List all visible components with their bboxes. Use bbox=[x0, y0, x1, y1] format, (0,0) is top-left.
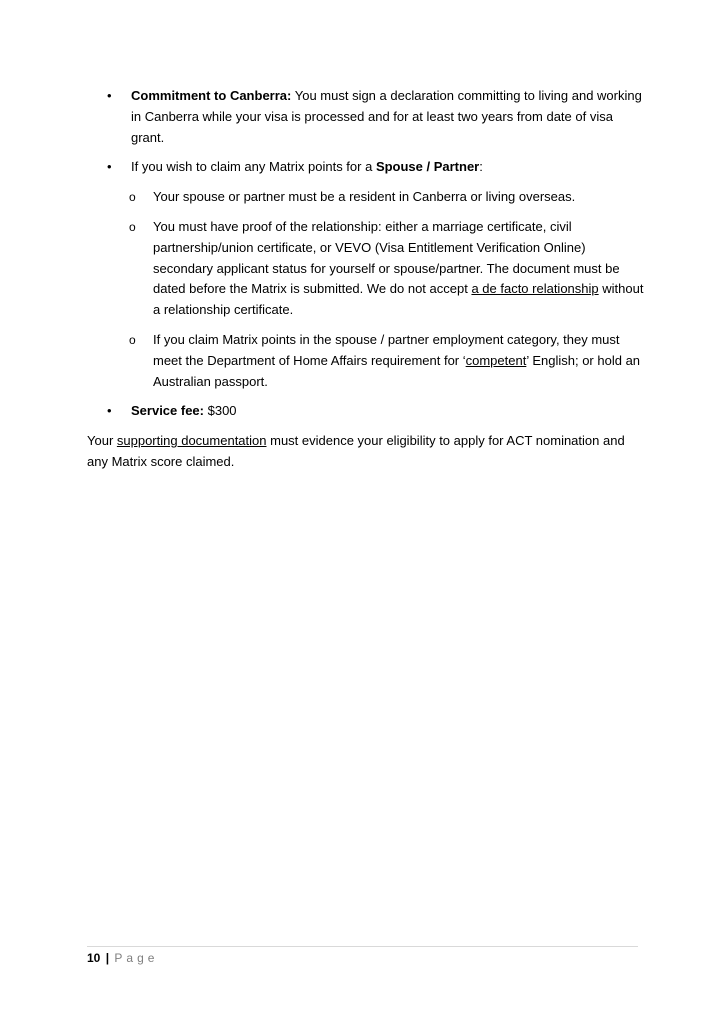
closing-text-before: Your bbox=[87, 433, 117, 449]
bullet-marker: • bbox=[107, 88, 112, 103]
service-fee-value: $300 bbox=[204, 403, 237, 419]
sub-bullet-marker: o bbox=[129, 219, 136, 234]
spouse-text-after: : bbox=[479, 159, 483, 175]
sub-item-text: Your spouse or partner must be a resident in Canberra or living overseas. bbox=[153, 189, 576, 205]
bullet-spouse bbox=[87, 157, 647, 178]
commitment-text: You must sign a declaration committing to living and working in Canberra while your visa is processed and for at least two years from date of visa grant. bbox=[131, 88, 642, 145]
spouse-label: Spouse / Partner bbox=[375, 159, 480, 175]
page-footer bbox=[87, 946, 638, 966]
document-body bbox=[87, 86, 647, 473]
bullet-commitment bbox=[87, 86, 647, 148]
sub-item-text-before: If you claim Matrix points in the spouse / partner employment category, they must meet the Department of Home Affairs requirement for ‘ bbox=[153, 331, 620, 368]
service-fee-label: Service fee: bbox=[131, 403, 204, 419]
closing-text-after: must evidence your eligibility to apply for ACT nomination and any Matrix score claimed. bbox=[87, 433, 625, 469]
page-label: Page bbox=[114, 951, 159, 965]
spouse-text-before: If you wish to claim any Matrix points for a bbox=[131, 159, 376, 175]
bullet-marker: • bbox=[107, 159, 112, 175]
closing-paragraph bbox=[87, 431, 647, 473]
page-number: 10 bbox=[87, 951, 101, 965]
sub-item-english bbox=[87, 330, 647, 392]
sub-bullet-marker: o bbox=[129, 332, 136, 347]
sub-item-text-before: You must have proof of the relationship: either a marriage certificate, civil partnership/union certificate, or VEVO (Visa Entitlement Verification Online) secondary applicant status for yourself or spouse/partner. The document must be dated before the Matrix is submitted. We do not accept bbox=[153, 218, 620, 297]
de-facto-link[interactable]: a de facto relationship bbox=[471, 281, 599, 297]
sub-item-text-after: ’ English; or hold an Australian passport. bbox=[153, 352, 641, 389]
supporting-documentation-link[interactable]: supporting documentation bbox=[116, 433, 267, 449]
sub-bullet-marker: o bbox=[129, 190, 136, 205]
sub-item-proof bbox=[87, 217, 647, 321]
bullet-service-fee bbox=[87, 401, 647, 422]
sub-item-residency bbox=[87, 187, 647, 208]
competent-link[interactable]: competent bbox=[465, 352, 527, 368]
commitment-label: Commitment to Canberra: bbox=[131, 88, 292, 103]
footer-separator: | bbox=[105, 951, 110, 965]
sub-item-text-after: without a relationship certificate. bbox=[153, 281, 644, 318]
bullet-marker: • bbox=[107, 403, 112, 419]
